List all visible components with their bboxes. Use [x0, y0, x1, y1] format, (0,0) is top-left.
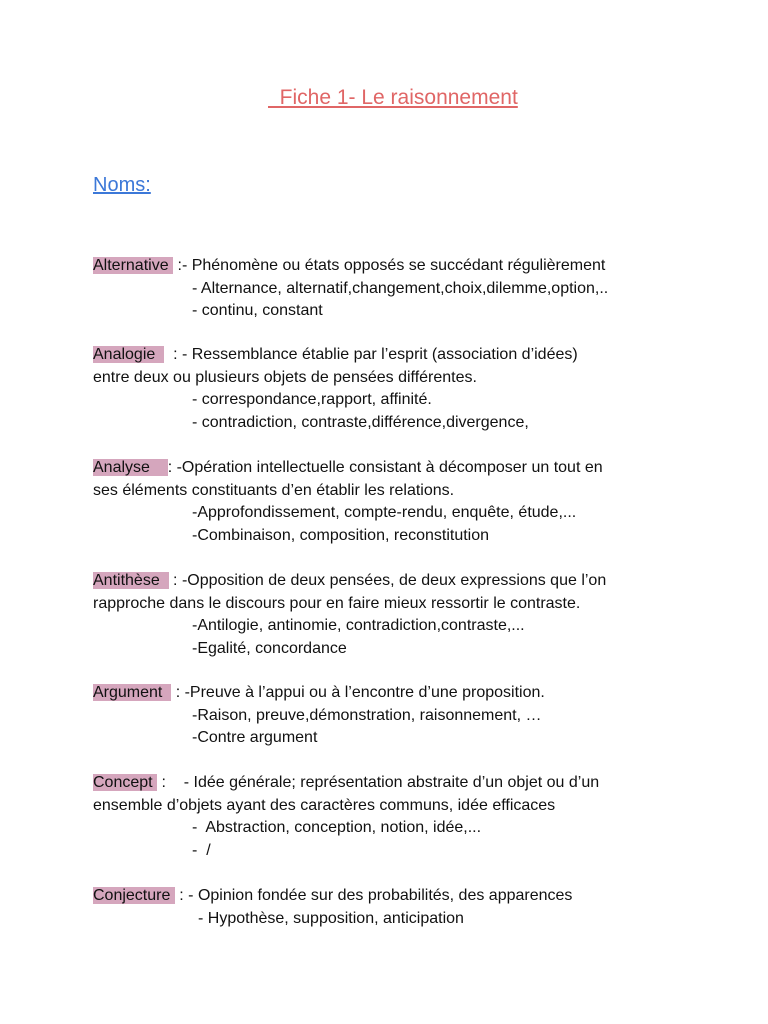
synonyms-line: -Antilogie, antinomie, contradiction,contraste,... [192, 617, 525, 634]
entry-conjecture [93, 885, 693, 930]
definition-continuation: rapproche dans le discours pour en faire mieux ressortir le contraste. [93, 594, 581, 612]
definition-text: : - Idée générale; représentation abstraite d’un objet ou d’un [157, 774, 600, 791]
antonyms-line: -Egalité, concordance [192, 639, 347, 657]
section-heading-noms: Noms: [93, 174, 151, 196]
synonyms-line: - Alternance, alternatif,changement,choix,dilemme,option,.. [192, 279, 609, 297]
entry-first-line [93, 570, 693, 593]
term-highlight: Alternative [93, 257, 174, 274]
antonyms-line: -Contre argument [192, 729, 318, 746]
synonyms-line: - Abstraction, conception, notion, idée,... [192, 819, 482, 836]
term-highlight: Concept [93, 774, 158, 791]
definition-text: : - Ressemblance établie par l’esprit (association d’idées) [164, 346, 578, 363]
antonyms-line: - / [192, 841, 211, 859]
definition-text: : -Preuve à l’appui ou à l’encontre d’une proposition. [171, 684, 545, 701]
entry-first-line [93, 255, 693, 278]
entry-first-line [93, 344, 693, 367]
term-highlight: Analogie [93, 346, 165, 363]
entry-concept [93, 772, 693, 862]
antonyms-line: - contradiction, contraste,différence,divergence, [192, 413, 529, 431]
definition-text: :- Phénomène ou états opposés se succédant régulièrement [173, 257, 606, 274]
definition-continuation: ensemble d’objets ayant des caractères communs, idée efficaces [93, 796, 556, 814]
antonyms-line: - continu, constant [192, 302, 323, 319]
synonyms-line: -Approfondissement, compte-rendu, enquête, étude,... [192, 504, 577, 521]
entry-alternative [93, 255, 693, 323]
synonyms-line: - correspondance,rapport, affinité. [192, 391, 432, 408]
term-highlight: Argument [93, 684, 172, 701]
entry-analogie [93, 344, 693, 434]
definition-text: : -Opération intellectuelle consistant à décomposer un tout en [167, 459, 603, 476]
term-highlight: Conjecture [93, 887, 175, 904]
synonyms-line: - Hypothèse, supposition, anticipation [198, 909, 464, 927]
entry-first-line [93, 457, 693, 480]
synonyms-line: -Raison, preuve,démonstration, raisonnement, … [192, 706, 542, 724]
entry-first-line [93, 772, 693, 795]
entry-antithese [93, 570, 693, 660]
definition-text: : - Opinion fondée sur des probabilités, des apparences [174, 887, 573, 904]
entry-first-line [93, 682, 693, 705]
entry-first-line [93, 885, 693, 908]
entry-argument [93, 682, 693, 750]
term-highlight: Antithèse [93, 572, 169, 589]
definition-continuation: entre deux ou plusieurs objets de pensées différentes. [93, 368, 477, 386]
entry-analyse [93, 457, 693, 547]
antonyms-line: -Combinaison, composition, reconstitution [192, 526, 490, 544]
definition-continuation: ses éléments constituants d’en établir les relations. [93, 481, 455, 499]
definition-text: : -Opposition de deux pensées, de deux expressions que l’on [168, 572, 607, 589]
term-highlight: Analyse [93, 459, 168, 476]
page-title: Fiche 1- Le raisonnement [268, 86, 518, 109]
